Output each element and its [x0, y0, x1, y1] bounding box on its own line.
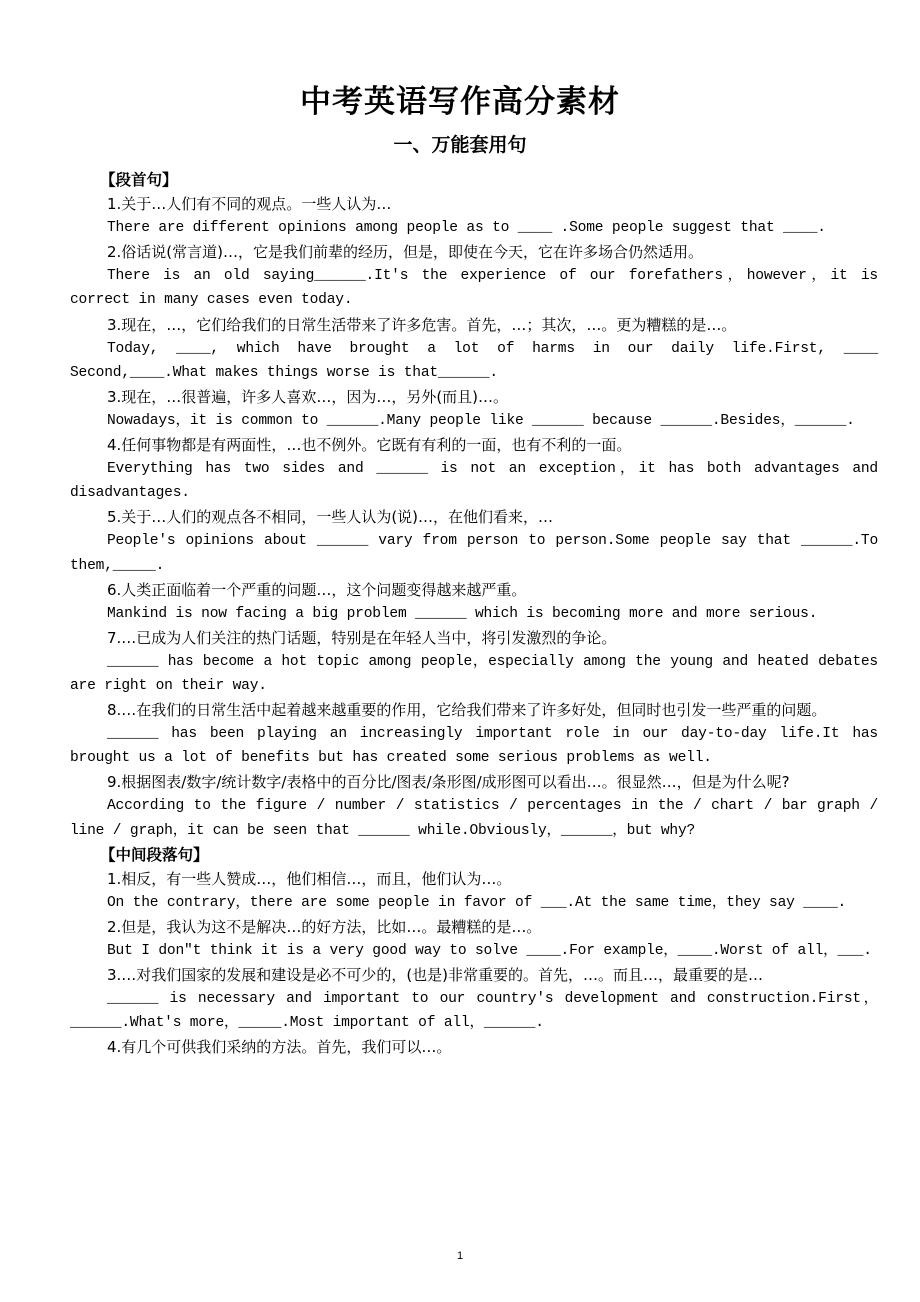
section-heading: 【中间段落句】 — [100, 845, 209, 864]
chinese-sentence: 9.根据图表/数字/统计数字/表格中的百分比/图表/条形图/成形图可以看出…。很显然…，但是为什么呢? — [107, 773, 790, 792]
english-sentence: ______ has been playing an increasingly important role in our day-to-day life.It has brought us a lot of benefits but has created some serious problems as well. — [70, 726, 878, 767]
english-sentence: There is an old saying______.It's the experience of our forefathers，however，it is correct in many cases even today. — [70, 268, 878, 309]
page-number: 1 — [456, 1250, 464, 1262]
chinese-sentence: 1.相反，有一些人赞成…，他们相信…，而且，他们认为…。 — [107, 869, 512, 888]
chinese-sentence: 4.任何事物都是有两面性，…也不例外。它既有有利的一面，也有不利的一面。 — [107, 436, 632, 455]
chinese-sentence: 4.有几个可供我们采纳的方法。首先，我们可以…。 — [107, 1038, 452, 1057]
chinese-sentence: 3.现在，…很普遍，许多人喜欢…，因为…，另外(而且)…。 — [107, 387, 509, 406]
english-sentence: According to the figure / number / statistics / percentages in the / chart / bar graph / line / graph，it can be seen that ______ while.Obviously，______，but why? — [70, 798, 878, 839]
chinese-sentence: 3.…对我们国家的发展和建设是必不可少的，(也是)非常重要的。首先，…。而且…，最重要的是… — [107, 966, 764, 985]
english-sentence: ______ is necessary and important to our country's development and construction.First，______.What's more，_____.Most important of all，______. — [70, 991, 878, 1032]
english-sentence: ______ has become a hot topic among people，especially among the young and heated debates are right on their way. — [70, 653, 878, 694]
document-body — [70, 168, 878, 1059]
english-sentence: People's opinions about ______ vary from person to person.Some people say that ______.To them,_____. — [70, 533, 878, 574]
english-sentence: Today, ____, which have brought a lot of harms in our daily life.First, ____ Second,____.What makes things worse is that______. — [70, 340, 878, 381]
chinese-sentence: 7.…已成为人们关注的热门话题，特别是在年轻人当中，将引发激烈的争论。 — [107, 628, 617, 647]
chinese-sentence: 5.关于…人们的观点各不相同，一些人认为(说)…，在他们看来，… — [107, 508, 554, 527]
chinese-sentence: 8.…在我们的日常生活中起着越来越重要的作用，它给我们带来了许多好处，但同时也引发一些严重的问题。 — [107, 701, 827, 720]
english-sentence: Mankind is now facing a big problem ______ which is becoming more and more serious. — [107, 605, 818, 622]
chinese-sentence: 2.俗话说(常言道)…，它是我们前辈的经历，但是，即使在今天，它在许多场合仍然适用。 — [107, 243, 704, 262]
chinese-sentence: 3.现在，…，它们给我们的日常生活带来了许多危害。首先，…；其次，…。更为糟糕的是…。 — [107, 315, 737, 334]
english-sentence: On the contrary，there are some people in favor of ___.At the same time，they say ____. — [107, 894, 847, 911]
english-sentence: But I don"t think it is a very good way to solve ____.For example，____.Worst of all，___. — [107, 943, 872, 959]
chinese-sentence: 1.关于…人们有不同的观点。一些人认为… — [107, 195, 392, 214]
section-subtitle: 一、万能套用句 — [393, 134, 527, 156]
chinese-sentence: 6.人类正面临着一个严重的问题…，这个问题变得越来越严重。 — [107, 580, 527, 599]
document-title: 中考英语写作高分素材 — [300, 84, 620, 120]
english-sentence: Everything has two sides and ______ is not an exception，it has both advantages and disadvantages. — [70, 461, 878, 502]
section-heading: 【段首句】 — [100, 171, 178, 189]
english-sentence: There are different opinions among people as to ____ .Some people suggest that ____. — [107, 220, 826, 237]
chinese-sentence: 2.但是，我认为这不是解决…的好方法，比如…。最糟糕的是…。 — [107, 917, 542, 936]
english-sentence: Nowadays，it is common to ______.Many people like ______ because ______.Besides，______. — [107, 412, 855, 429]
